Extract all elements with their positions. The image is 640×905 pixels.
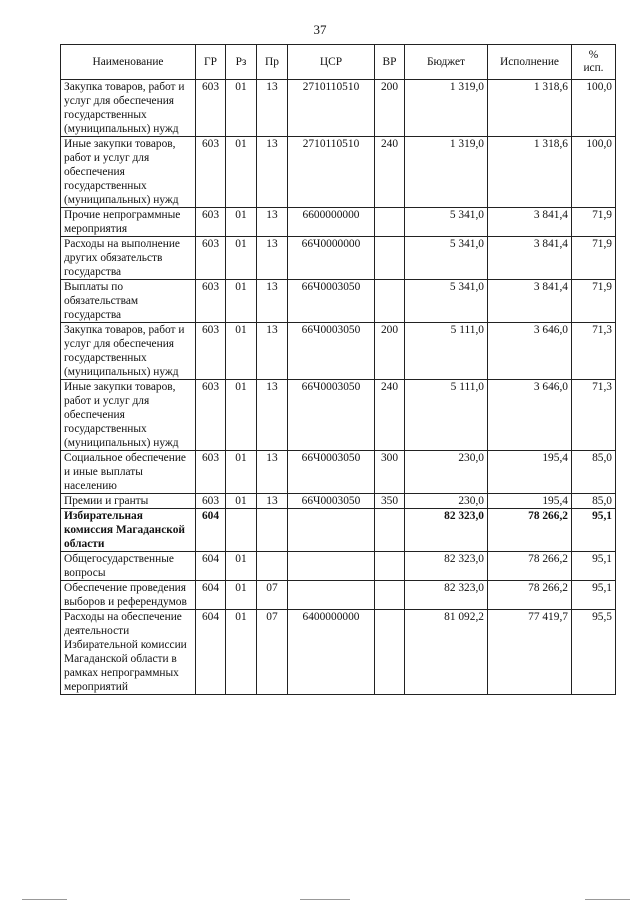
header-vr: ВР [375, 45, 405, 80]
row-percent: 100,0 [572, 137, 616, 208]
header-rz: Рз [226, 45, 257, 80]
row-csr: 66Ч0000000 [288, 237, 375, 280]
footer-rule [585, 899, 630, 900]
row-vr [375, 237, 405, 280]
row-pr: 13 [257, 80, 288, 137]
row-gr: 603 [196, 451, 226, 494]
header-percent-label: исп. [583, 62, 604, 74]
row-gr: 603 [196, 208, 226, 237]
row-percent: 85,0 [572, 451, 616, 494]
row-vr: 240 [375, 137, 405, 208]
row-vr: 240 [375, 380, 405, 451]
row-pr [257, 552, 288, 581]
table-row [61, 80, 616, 137]
row-percent: 95,1 [572, 552, 616, 581]
row-rz: 01 [226, 237, 257, 280]
row-vr [375, 280, 405, 323]
row-percent: 95,5 [572, 610, 616, 695]
row-rz: 01 [226, 280, 257, 323]
header-percent [572, 45, 616, 80]
row-percent: 100,0 [572, 80, 616, 137]
row-execution: 3 646,0 [488, 323, 572, 380]
header-gr: ГР [196, 45, 226, 80]
row-pr: 13 [257, 280, 288, 323]
row-execution: 1 318,6 [488, 137, 572, 208]
row-rz: 01 [226, 610, 257, 695]
row-vr: 200 [375, 323, 405, 380]
row-vr [375, 509, 405, 552]
row-pr: 13 [257, 494, 288, 509]
footer-rule [300, 899, 350, 900]
row-execution: 3 646,0 [488, 380, 572, 451]
row-gr: 603 [196, 380, 226, 451]
row-vr [375, 610, 405, 695]
row-csr: 66Ч0003050 [288, 451, 375, 494]
row-execution: 1 318,6 [488, 80, 572, 137]
table-row [61, 581, 616, 610]
row-budget: 5 341,0 [405, 280, 488, 323]
row-execution: 78 266,2 [488, 552, 572, 581]
header-name: Наименование [61, 45, 196, 80]
row-budget: 230,0 [405, 494, 488, 509]
row-csr: 66Ч0003050 [288, 380, 375, 451]
row-vr: 300 [375, 451, 405, 494]
table-row [61, 323, 616, 380]
table-row [61, 610, 616, 695]
row-name: Социальное обеспечение и иные выплаты населению [61, 451, 196, 494]
row-name: Расходы на выполнение других обязательств государства [61, 237, 196, 280]
budget-table [60, 44, 616, 695]
row-vr: 350 [375, 494, 405, 509]
row-gr: 603 [196, 280, 226, 323]
table-row [61, 552, 616, 581]
row-budget: 1 319,0 [405, 137, 488, 208]
table-row [61, 137, 616, 208]
row-pr: 13 [257, 208, 288, 237]
row-csr: 2710110510 [288, 137, 375, 208]
header-pr: Пр [257, 45, 288, 80]
row-pr: 13 [257, 237, 288, 280]
row-vr [375, 581, 405, 610]
row-execution: 3 841,4 [488, 280, 572, 323]
row-pr: 07 [257, 581, 288, 610]
header-percent-symbol: % [588, 49, 599, 61]
row-pr: 13 [257, 380, 288, 451]
table-row [61, 280, 616, 323]
row-execution: 78 266,2 [488, 581, 572, 610]
row-csr: 66Ч0003050 [288, 494, 375, 509]
row-rz: 01 [226, 137, 257, 208]
row-gr: 603 [196, 137, 226, 208]
row-gr: 603 [196, 80, 226, 137]
row-rz: 01 [226, 494, 257, 509]
row-budget: 230,0 [405, 451, 488, 494]
row-budget: 82 323,0 [405, 581, 488, 610]
row-percent: 85,0 [572, 494, 616, 509]
row-rz [226, 509, 257, 552]
row-name: Премии и гранты [61, 494, 196, 509]
table-header-row [61, 45, 616, 80]
table-row [61, 494, 616, 509]
row-execution: 77 419,7 [488, 610, 572, 695]
row-name: Избирательная комиссия Магаданской области [61, 509, 196, 552]
table-row [61, 380, 616, 451]
row-execution: 195,4 [488, 451, 572, 494]
row-percent: 71,3 [572, 323, 616, 380]
footer-rule [22, 899, 67, 900]
row-gr: 603 [196, 494, 226, 509]
row-execution: 78 266,2 [488, 509, 572, 552]
row-budget: 5 341,0 [405, 237, 488, 280]
row-gr: 604 [196, 610, 226, 695]
row-vr: 200 [375, 80, 405, 137]
header-execution: Исполнение [488, 45, 572, 80]
row-budget: 82 323,0 [405, 552, 488, 581]
row-gr: 603 [196, 237, 226, 280]
row-rz: 01 [226, 323, 257, 380]
table-row [61, 208, 616, 237]
row-gr: 604 [196, 552, 226, 581]
row-name: Прочие непрограммные мероприятия [61, 208, 196, 237]
row-csr: 66Ч0003050 [288, 323, 375, 380]
row-budget: 5 111,0 [405, 323, 488, 380]
row-percent: 71,9 [572, 208, 616, 237]
row-execution: 3 841,4 [488, 208, 572, 237]
row-csr [288, 509, 375, 552]
row-name: Обеспечение проведения выборов и референдумов [61, 581, 196, 610]
row-csr: 66Ч0003050 [288, 280, 375, 323]
row-percent: 71,9 [572, 280, 616, 323]
row-budget: 5 341,0 [405, 208, 488, 237]
row-name: Иные закупки товаров, работ и услуг для обеспечения государственных (муниципальных) нужд [61, 380, 196, 451]
row-name: Закупка товаров, работ и услуг для обеспечения государственных (муниципальных) нужд [61, 323, 196, 380]
row-csr: 2710110510 [288, 80, 375, 137]
row-rz: 01 [226, 80, 257, 137]
row-name: Иные закупки товаров, работ и услуг для обеспечения государственных (муниципальных) нужд [61, 137, 196, 208]
row-gr: 603 [196, 323, 226, 380]
table-row [61, 451, 616, 494]
row-csr: 6400000000 [288, 610, 375, 695]
row-gr: 604 [196, 581, 226, 610]
row-csr [288, 581, 375, 610]
row-vr [375, 208, 405, 237]
table-row [61, 237, 616, 280]
table-row [61, 509, 616, 552]
row-name: Выплаты по обязательствам государства [61, 280, 196, 323]
header-csr: ЦСР [288, 45, 375, 80]
row-percent: 95,1 [572, 581, 616, 610]
row-budget: 5 111,0 [405, 380, 488, 451]
row-name: Общегосударственные вопросы [61, 552, 196, 581]
row-budget: 1 319,0 [405, 80, 488, 137]
row-vr [375, 552, 405, 581]
row-percent: 95,1 [572, 509, 616, 552]
row-budget: 81 092,2 [405, 610, 488, 695]
row-rz: 01 [226, 380, 257, 451]
row-name: Расходы на обеспечение деятельности Избирательной комиссии Магаданской области в рамках непрограммных мероприятий [61, 610, 196, 695]
header-budget: Бюджет [405, 45, 488, 80]
row-pr: 13 [257, 137, 288, 208]
row-csr [288, 552, 375, 581]
row-budget: 82 323,0 [405, 509, 488, 552]
row-gr: 604 [196, 509, 226, 552]
row-rz: 01 [226, 581, 257, 610]
row-percent: 71,3 [572, 380, 616, 451]
row-rz: 01 [226, 451, 257, 494]
row-rz: 01 [226, 208, 257, 237]
row-rz: 01 [226, 552, 257, 581]
row-execution: 3 841,4 [488, 237, 572, 280]
row-pr [257, 509, 288, 552]
row-percent: 71,9 [572, 237, 616, 280]
row-pr: 13 [257, 451, 288, 494]
row-csr: 6600000000 [288, 208, 375, 237]
row-name: Закупка товаров, работ и услуг для обеспечения государственных (муниципальных) нужд [61, 80, 196, 137]
page-number: 37 [313, 22, 327, 37]
row-pr: 13 [257, 323, 288, 380]
row-execution: 195,4 [488, 494, 572, 509]
row-pr: 07 [257, 610, 288, 695]
